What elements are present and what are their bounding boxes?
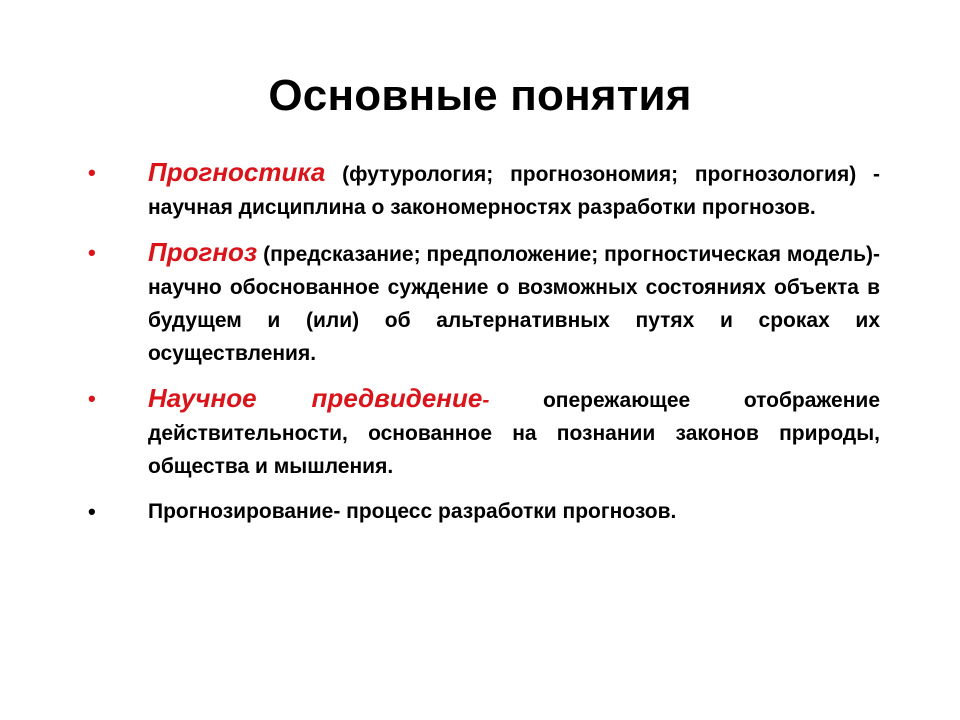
list-item bbox=[88, 236, 880, 370]
bullet-icon: • bbox=[88, 386, 96, 411]
term-dash: - bbox=[482, 389, 490, 412]
term: Научное предвидение bbox=[148, 383, 483, 413]
definition-text: (футурология; прогнозономия; прогнозология) - научная дисциплина о закономерностях разработки прогнозов. bbox=[148, 163, 880, 219]
definition-text: опережающее отображение действительности, основанное на познании законов природы, общества и мышления. bbox=[148, 389, 880, 478]
list-item bbox=[88, 495, 880, 528]
bullet-icon: • bbox=[88, 240, 96, 265]
bullet-list bbox=[88, 156, 880, 540]
bullet-icon: • bbox=[88, 499, 96, 524]
term: Прогноз bbox=[148, 237, 258, 267]
list-item bbox=[88, 382, 880, 483]
term: Прогностика bbox=[148, 157, 326, 187]
definition-text: Прогнозирование- процесс разработки прогнозов. bbox=[148, 500, 677, 523]
definition-text: (предсказание; предположение; прогностическая модель)- научно обоснованное суждение о возможных состояниях объекта в будущем и (или) об альтернативных путях и сроках их осуществления. bbox=[148, 243, 880, 365]
list-item bbox=[88, 156, 880, 224]
bullet-icon: • bbox=[88, 160, 96, 185]
slide-title: Основные понятия bbox=[268, 71, 692, 120]
